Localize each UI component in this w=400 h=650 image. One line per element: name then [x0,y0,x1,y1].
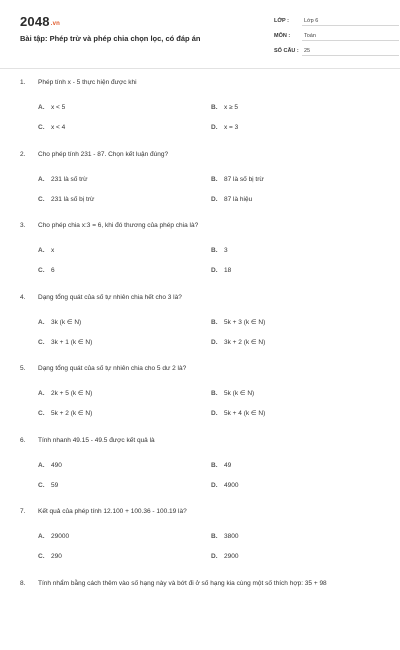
answer-option-c[interactable] [38,481,198,490]
option-text: 59 [51,481,58,490]
answer-option-b[interactable] [211,103,371,112]
option-text: 490 [51,461,62,470]
answer-option-b[interactable] [211,532,371,541]
answer-option-c[interactable] [38,409,198,418]
question-item [20,507,382,579]
answer-option-d[interactable] [211,338,371,347]
question-number: 6. [20,436,38,445]
answer-option-a[interactable] [38,389,198,398]
question-text: Tính nhanh 49.15 - 49.5 được kết quả là [38,436,382,445]
option-letter: A. [38,318,51,327]
question-text: Cho phép tính 231 - 87. Chọn kết luận đúng? [38,150,382,159]
question-number: 4. [20,293,38,302]
option-letter: A. [38,246,51,255]
answer-option-d[interactable] [211,123,371,132]
option-letter: A. [38,389,51,398]
question-item [20,293,382,365]
question-stem [20,221,382,230]
logo-suffix: .vn [51,21,60,27]
question-list [20,78,382,650]
option-letter: D. [211,409,224,418]
option-letter: C. [38,552,51,561]
question-text: Kết quả của phép tính 12.100 + 100.36 - 100.19 là? [38,507,382,516]
answer-option-b[interactable] [211,389,371,398]
worksheet-header [20,0,382,58]
option-text: 87 là hiệu [224,195,252,204]
option-letter: A. [38,461,51,470]
option-text: x < 5 [51,103,65,112]
option-letter: A. [38,532,51,541]
question-stem [20,507,382,516]
question-stem [20,293,382,302]
question-number: 1. [20,78,38,87]
answer-option-a[interactable] [38,461,198,470]
option-letter: A. [38,175,51,184]
question-stem [20,579,382,588]
option-text: 49 [224,461,231,470]
header-divider [0,68,400,69]
option-letter: D. [211,266,224,275]
meta-subject-value: Toán [302,31,399,41]
question-stem [20,78,382,87]
option-letter: C. [38,123,51,132]
option-text: 4900 [224,481,238,490]
answer-option-b[interactable] [211,461,371,470]
option-letter: C. [38,195,51,204]
option-letter: B. [211,389,224,398]
option-letter: B. [211,103,224,112]
meta-count-label: SỐ CÂU : [274,46,302,56]
option-text: 290 [51,552,62,561]
meta-class-label: LỚP : [274,16,302,26]
question-number: 5. [20,364,38,373]
option-text: 3k + 2 (k ∈ N) [224,338,265,347]
answer-option-b[interactable] [211,246,371,255]
option-letter: D. [211,481,224,490]
question-stem [20,364,382,373]
answer-option-c[interactable] [38,338,198,347]
option-text: x [51,246,54,255]
worksheet-meta [274,16,399,61]
question-item [20,579,382,650]
question-stem [20,150,382,159]
answer-option-a[interactable] [38,103,198,112]
option-text: 5k + 2 (k ∈ N) [51,409,92,418]
answer-option-c[interactable] [38,123,198,132]
option-text: x = 3 [224,123,238,132]
answer-option-d[interactable] [211,195,371,204]
option-text: 2900 [224,552,238,561]
meta-count-row [274,46,399,56]
option-letter: B. [211,532,224,541]
question-text: Tính nhẩm bằng cách thêm vào số hạng này và bớt đi ở số hạng kia cùng một số thích hợp: 35 + 98 [38,579,382,588]
option-text: 29000 [51,532,69,541]
question-stem [20,436,382,445]
answer-option-a[interactable] [38,532,198,541]
meta-class-value: Lớp 6 [302,16,399,26]
meta-class-row [274,16,399,26]
answer-option-d[interactable] [211,409,371,418]
option-text: 3 [224,246,228,255]
option-text: 87 là số bị trừ [224,175,264,184]
option-letter: B. [211,246,224,255]
option-letter: D. [211,123,224,132]
answer-option-b[interactable] [211,318,371,327]
question-number: 8. [20,579,38,588]
option-text: 5k + 4 (k ∈ N) [224,409,265,418]
question-number: 2. [20,150,38,159]
option-text: 231 là số bị trừ [51,195,94,204]
question-item [20,436,382,508]
site-logo[interactable] [20,14,60,29]
option-text: 3k (k ∈ N) [51,318,81,327]
option-text: 3k + 1 (k ∈ N) [51,338,92,347]
answer-option-d[interactable] [211,481,371,490]
answer-option-a[interactable] [38,318,198,327]
option-text: 18 [224,266,231,275]
option-text: x < 4 [51,123,65,132]
option-letter: B. [211,461,224,470]
question-item [20,364,382,436]
option-text: 3800 [224,532,238,541]
option-letter: A. [38,103,51,112]
option-text: 2k + 5 (k ∈ N) [51,389,92,398]
question-item [20,150,382,222]
question-item [20,221,382,293]
option-letter: C. [38,338,51,347]
option-letter: D. [211,552,224,561]
question-text: Cho phép chia x:3 = 6, khi đó thương của phép chia là? [38,221,382,230]
question-number: 3. [20,221,38,230]
option-text: 5k + 3 (k ∈ N) [224,318,265,327]
worksheet-title: Bài tập: Phép trừ và phép chia chọn lọc, có đáp án [20,34,200,43]
option-text: x ≥ 5 [224,103,238,112]
answer-option-d[interactable] [211,266,371,275]
question-number: 7. [20,507,38,516]
answer-option-c[interactable] [38,552,198,561]
option-letter: C. [38,409,51,418]
question-item [20,78,382,150]
option-letter: C. [38,481,51,490]
option-letter: B. [211,318,224,327]
option-letter: D. [211,338,224,347]
option-letter: B. [211,175,224,184]
answer-option-c[interactable] [38,266,198,275]
answer-option-b[interactable] [211,175,371,184]
question-text: Dạng tổng quát của số tự nhiên chia cho 5 dư 2 là? [38,364,382,373]
option-text: 6 [51,266,55,275]
answer-option-c[interactable] [38,195,198,204]
answer-option-a[interactable] [38,246,198,255]
meta-subject-row [274,31,399,41]
option-letter: C. [38,266,51,275]
question-text: Dạng tổng quát của số tự nhiên chia hết cho 3 là? [38,293,382,302]
option-letter: D. [211,195,224,204]
answer-option-d[interactable] [211,552,371,561]
option-text: 5k (k ∈ N) [224,389,254,398]
meta-count-value: 25 [302,46,399,56]
answer-option-a[interactable] [38,175,198,184]
logo-text: 2048 [20,14,50,29]
meta-subject-label: MÔN : [274,31,302,41]
question-text: Phép tính x - 5 thực hiện được khi [38,78,382,87]
option-text: 231 là số trừ [51,175,88,184]
